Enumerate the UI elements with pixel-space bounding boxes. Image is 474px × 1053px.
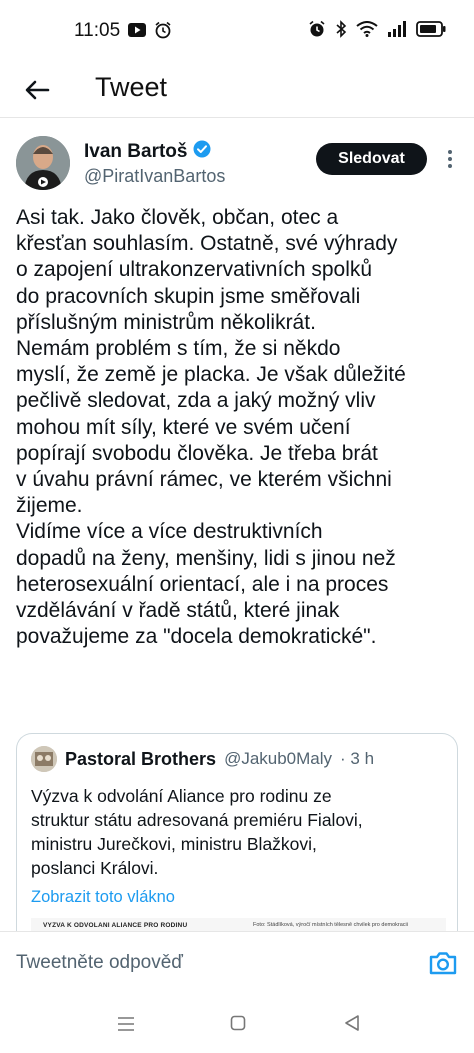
battery-icon: [416, 21, 446, 42]
follow-button[interactable]: Sledovat: [316, 143, 427, 175]
tweet-text-line: považujeme za "docela demokratické".: [16, 625, 377, 649]
tweet-text-line: příslušným ministrům několikrát.: [16, 310, 316, 334]
quote-tweet[interactable]: [16, 733, 458, 933]
tweet-text-line: pečlivě sledovat, zda a jaký možný vliv: [16, 389, 376, 413]
tweet-text-line: popírají svobodu člověka. Je třeba brát: [16, 441, 378, 465]
tweet-text-line: Nemám problém s tím, že si někdo: [16, 337, 341, 361]
back-button[interactable]: [20, 72, 56, 108]
tweet-text-line: dopadů na ženy, menšiny, lidi s jinou než: [16, 546, 396, 570]
quote-image-title: VYZVA K ODVOLANI ALIANCE PRO RODINU: [43, 922, 188, 929]
author-handle[interactable]: @PiratIvanBartos: [84, 166, 226, 186]
avatar[interactable]: [16, 136, 70, 190]
more-options-icon[interactable]: [440, 145, 460, 173]
tweet-text-line: vzdělávání v řadě států, které jinak: [16, 599, 340, 623]
youtube-icon: [128, 23, 146, 42]
tweet-text-line: do pracovních skupin jsme směřovali: [16, 284, 361, 308]
bluetooth-icon: [335, 20, 347, 43]
author-name[interactable]: Ivan Bartoš: [84, 140, 188, 162]
tweet-text-line: mohou mít síly, které ve svém učení: [16, 415, 351, 439]
system-nav-bar: [0, 995, 474, 1053]
camera-button[interactable]: [428, 948, 458, 978]
app-bar: [0, 62, 474, 118]
quote-avatar: [31, 746, 57, 772]
signal-icon: [387, 21, 407, 42]
tweet-text-line: myslí, že země je placka. Je však důležité: [16, 363, 406, 387]
status-bar: [0, 0, 474, 62]
status-time: 11:05: [74, 20, 121, 41]
alarm-icon: [154, 21, 172, 44]
tweet-text-line: Asi tak. Jako člověk, občan, otec a: [16, 206, 339, 229]
quote-author-name: Pastoral Brothers: [65, 748, 217, 769]
recent-apps-button[interactable]: [116, 1015, 136, 1033]
camera-icon: [428, 965, 458, 982]
divider: [0, 117, 474, 118]
tweet-text-line: křesťan souhlasím. Ostatně, své výhrady: [16, 232, 398, 256]
tweet-text: [16, 205, 464, 650]
system-back-button[interactable]: [343, 1014, 361, 1032]
show-thread-link[interactable]: Zobrazit toto vlákno: [31, 888, 175, 906]
quote-text-line: struktur státu adresovaná premiéru Fialovi,: [31, 810, 363, 830]
page-title: Tweet: [95, 72, 168, 102]
menu-icon: [116, 1020, 136, 1037]
tweet-author: [16, 136, 458, 192]
reply-bar: [0, 931, 474, 995]
home-button[interactable]: [230, 1015, 246, 1031]
verified-badge-icon: [193, 140, 211, 163]
quote-text-line: Výzva k odvolání Aliance pro rodinu ze: [31, 786, 332, 806]
tweet-text-line: heterosexuální orientací, ale i na proces: [16, 572, 389, 596]
arrow-left-icon: [20, 95, 56, 112]
wifi-icon: [356, 21, 378, 42]
quote-text-line: ministru Jurečkovi, ministru Blažkovi,: [31, 834, 317, 854]
tweet-text-line: o zapojení ultrakonzervativních spolků: [16, 258, 373, 282]
home-square-icon: [230, 1018, 246, 1035]
tweet-text-line: Vidíme více a více destruktivních: [16, 520, 323, 544]
tweet-text-line: v úvahu právní rámec, ve kterém všichni: [16, 468, 392, 492]
triangle-back-icon: [343, 1019, 361, 1036]
reply-input[interactable]: Tweetněte odpověď: [16, 952, 183, 973]
quote-text-line: poslanci Královi.: [31, 858, 159, 878]
quote-text: [31, 784, 446, 880]
alarm-icon: [308, 20, 326, 43]
quote-author-handle: @Jakub0Maly: [224, 749, 333, 768]
quote-timestamp: · 3 h: [340, 749, 375, 768]
tweet-text-line: žijeme.: [16, 494, 83, 518]
quote-image-caption: Foto: Stádlíková, výročí místních tělesně chvilek pro demokracii: [253, 922, 408, 928]
